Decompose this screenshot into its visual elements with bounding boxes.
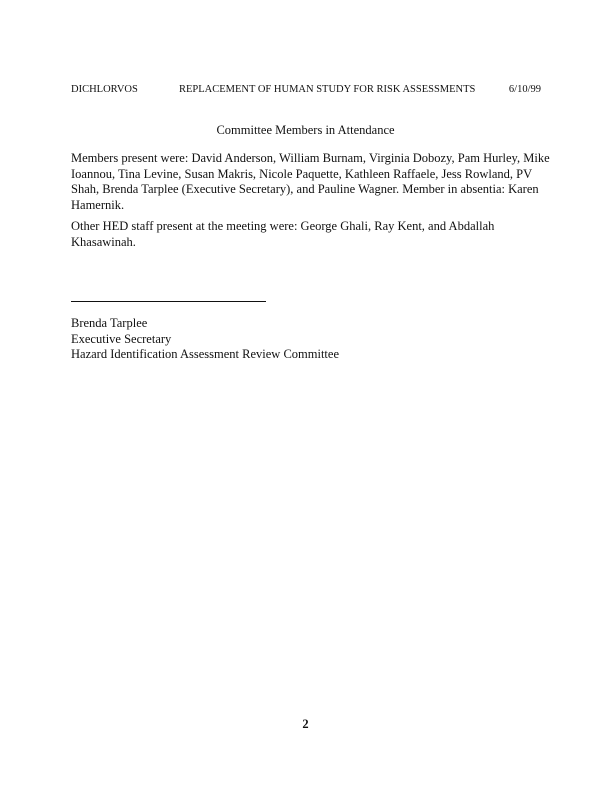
other-staff-paragraph: Other HED staff present at the meeting were: George Ghali, Ray Kent, and Abdallah Khasawinah. [71,219,495,249]
signatory-title: Executive Secretary [71,331,172,346]
header-date: 6/10/99 [508,84,541,95]
page-number: 2 [302,717,309,731]
signatory-organization: Hazard Identification Assessment Review Committee [71,347,339,361]
members-present-paragraph: Members present were: David Anderson, William Burnam, Virginia Dobozy, Pam Hurley, Mike Ioannou, Tina Levine, Susan Makris, Nicole Paquette, Kathleen Raffaele, Jess Rowland, PV Shah, Brenda Tarplee (Executive Secretary), and Pauline Wagner. Member in absentia: Karen Hamernik. [71,151,550,212]
header-chemical-name: DICHLORVOS [71,84,138,95]
signature-block [71,316,339,363]
signature-line [71,301,266,302]
header-document-title: REPLACEMENT OF HUMAN STUDY FOR RISK ASSESSMENTS [179,84,476,95]
section-title: Committee Members in Attendance [216,123,395,137]
running-header [71,84,541,98]
signatory-name: Brenda Tarplee [71,316,148,330]
